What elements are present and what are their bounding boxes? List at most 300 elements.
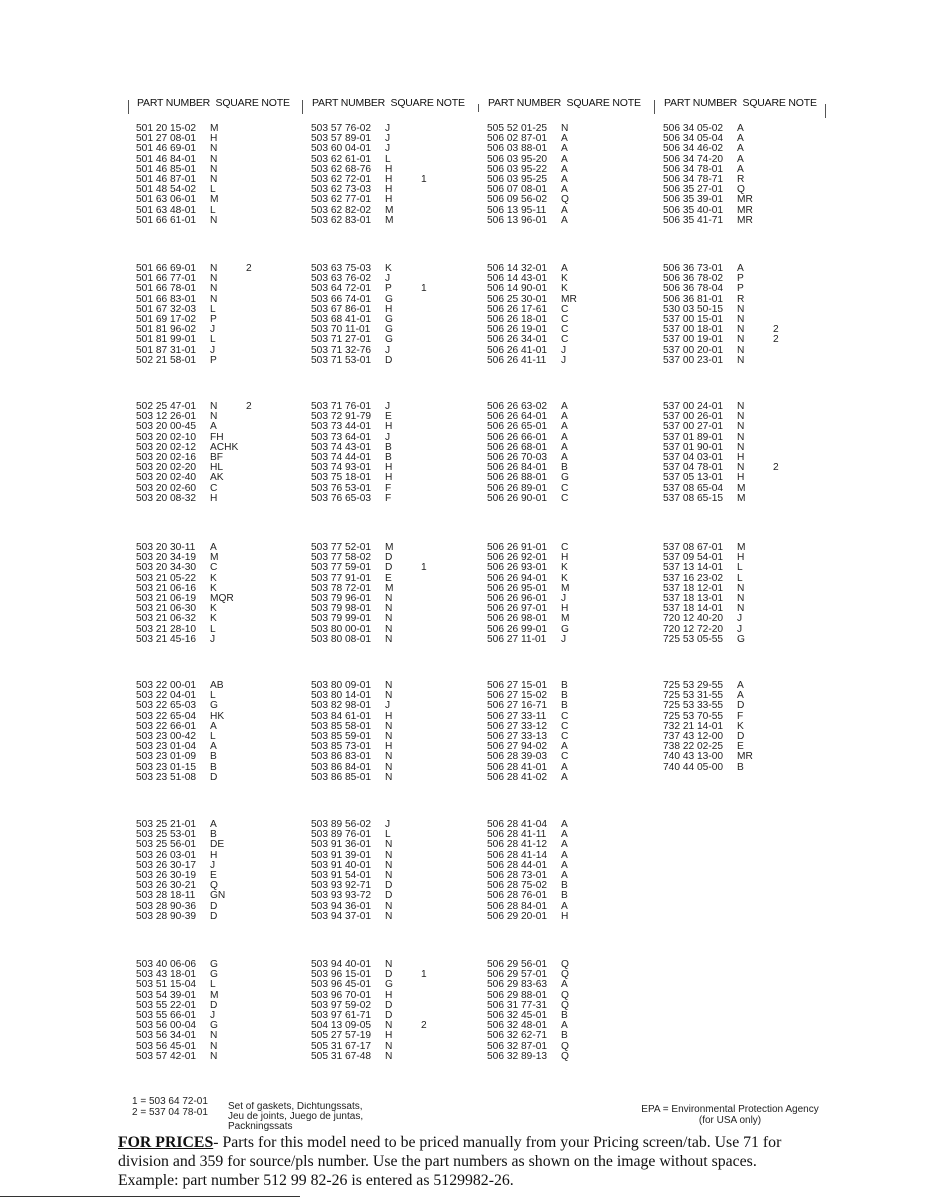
square-cell: D bbox=[385, 880, 393, 892]
square-cell: A bbox=[561, 849, 568, 861]
part-number-cell: 506 32 48-01 bbox=[487, 1020, 548, 1032]
note-cell bbox=[246, 315, 260, 325]
square-cell: N bbox=[385, 771, 393, 783]
part-number-cell: 501 63 06-01 bbox=[136, 194, 197, 206]
part-number-cell: 506 07 08-01 bbox=[487, 184, 548, 196]
square-cell: N bbox=[737, 401, 745, 412]
note-cell bbox=[421, 604, 435, 614]
square-cell: H bbox=[561, 552, 569, 564]
part-number-cell: 503 71 27-01 bbox=[311, 334, 372, 346]
square-cell: A bbox=[210, 542, 217, 553]
part-number-cell: 503 94 37-01 bbox=[311, 910, 372, 922]
header-square: SQUARE bbox=[390, 97, 434, 109]
part-number-cell: 725 53 33-55 bbox=[663, 700, 724, 712]
part-number-cell: 503 23 01-09 bbox=[136, 751, 197, 763]
square-cell: K bbox=[210, 613, 217, 625]
header-note: NOTE bbox=[261, 97, 290, 109]
parts-group bbox=[663, 543, 787, 645]
note-cell bbox=[421, 335, 435, 345]
square-cell: H bbox=[385, 163, 393, 175]
note-cell bbox=[773, 712, 787, 722]
note-cell bbox=[773, 722, 787, 732]
part-number-cell: 503 77 52-01 bbox=[311, 542, 372, 553]
part-number-cell: 506 14 32-01 bbox=[487, 263, 548, 274]
square-cell: Q bbox=[561, 969, 569, 981]
square-cell: N bbox=[385, 839, 393, 851]
table-row bbox=[311, 635, 435, 645]
note-cell bbox=[246, 604, 260, 614]
part-number-cell: 506 35 39-01 bbox=[663, 194, 724, 206]
square-cell: L bbox=[210, 730, 216, 742]
square-cell: K bbox=[561, 572, 568, 584]
square-cell: G bbox=[385, 334, 393, 346]
header-square: SQUARE bbox=[215, 97, 259, 109]
square-cell: A bbox=[737, 123, 744, 134]
divider-line bbox=[478, 104, 479, 112]
part-number-cell: 503 96 70-01 bbox=[311, 989, 372, 1001]
part-number-cell: 503 21 06-19 bbox=[136, 592, 197, 604]
note-cell bbox=[773, 494, 787, 504]
square-cell: N bbox=[210, 263, 218, 274]
table-row bbox=[136, 752, 260, 762]
square-cell: N bbox=[385, 613, 393, 625]
footnote-desc-3: Packningssats bbox=[228, 1121, 293, 1132]
part-number-cell: 506 34 46-02 bbox=[663, 143, 724, 155]
part-number-cell: 503 55 66-01 bbox=[136, 1009, 197, 1021]
part-number-cell: 506 28 41-04 bbox=[487, 819, 548, 830]
square-cell: D bbox=[737, 730, 745, 742]
note-cell bbox=[246, 553, 260, 563]
header-part-number: PART NUMBER bbox=[488, 97, 562, 109]
note-cell bbox=[421, 473, 435, 483]
note-cell bbox=[246, 346, 260, 356]
square-cell: G bbox=[210, 1020, 218, 1032]
part-number-cell: 506 36 81-01 bbox=[663, 293, 724, 305]
square-cell: J bbox=[385, 819, 391, 830]
note-cell bbox=[421, 830, 435, 840]
square-cell: H bbox=[561, 910, 569, 922]
note-cell bbox=[421, 891, 435, 901]
part-number-cell: 506 36 78-02 bbox=[663, 273, 724, 285]
part-number-cell: 537 00 27-01 bbox=[663, 421, 724, 433]
note-cell bbox=[421, 712, 435, 722]
part-number-cell: 503 85 59-01 bbox=[311, 730, 372, 742]
part-number-cell: 503 23 01-04 bbox=[136, 741, 197, 753]
note-cell: 2 bbox=[773, 324, 779, 336]
part-number-cell: 501 69 17-02 bbox=[136, 313, 197, 325]
parts-group bbox=[136, 960, 260, 1062]
note-cell bbox=[597, 264, 611, 274]
part-number-cell: 503 56 00-04 bbox=[136, 1020, 197, 1032]
note-cell bbox=[597, 1031, 611, 1041]
note-cell bbox=[773, 543, 787, 553]
square-cell: M bbox=[385, 582, 394, 594]
parts-group bbox=[487, 402, 611, 504]
note-cell bbox=[773, 124, 787, 134]
part-number-cell: 501 46 84-01 bbox=[136, 153, 197, 165]
square-cell: N bbox=[385, 633, 393, 645]
note-cell bbox=[773, 412, 787, 422]
part-number-cell: 720 12 72-20 bbox=[663, 623, 724, 635]
parts-group bbox=[136, 543, 260, 645]
table-row bbox=[136, 891, 260, 901]
note-cell bbox=[246, 543, 260, 553]
note-cell bbox=[597, 970, 611, 980]
square-cell: A bbox=[561, 859, 568, 871]
part-number-cell: 537 18 14-01 bbox=[663, 603, 724, 615]
part-number-cell: 503 78 72-01 bbox=[311, 582, 372, 594]
part-number-cell: 503 91 39-01 bbox=[311, 849, 372, 861]
note-cell bbox=[597, 175, 611, 185]
square-cell: N bbox=[210, 1050, 218, 1062]
note-cell bbox=[421, 453, 435, 463]
note-cell bbox=[246, 891, 260, 901]
table-row bbox=[663, 752, 787, 762]
square-cell: M bbox=[737, 492, 746, 504]
square-cell: N bbox=[737, 592, 745, 604]
part-number-cell: 503 25 53-01 bbox=[136, 829, 197, 841]
square-cell: C bbox=[561, 313, 569, 325]
part-number-cell: 506 34 05-02 bbox=[663, 123, 724, 134]
part-number-cell: 501 66 83-01 bbox=[136, 293, 197, 305]
part-number-cell: 505 31 67-48 bbox=[311, 1050, 372, 1062]
square-cell: N bbox=[385, 859, 393, 871]
note-cell bbox=[246, 206, 260, 216]
square-cell: H bbox=[737, 552, 745, 564]
note-cell bbox=[597, 553, 611, 563]
square-cell: A bbox=[561, 173, 568, 185]
square-cell: N bbox=[737, 354, 745, 366]
square-cell: M bbox=[561, 613, 570, 625]
square-cell: N bbox=[385, 1020, 393, 1032]
square-cell: J bbox=[210, 344, 216, 356]
square-cell: K bbox=[210, 603, 217, 615]
note-cell bbox=[421, 402, 435, 412]
note-cell bbox=[246, 165, 260, 175]
note-cell bbox=[421, 584, 435, 594]
note-cell bbox=[597, 325, 611, 335]
part-number-cell: 537 05 13-01 bbox=[663, 472, 724, 484]
note-cell bbox=[246, 563, 260, 573]
note-cell bbox=[246, 742, 260, 752]
square-cell: K bbox=[210, 582, 217, 594]
square-cell: N bbox=[210, 411, 218, 423]
part-number-cell: 503 91 36-01 bbox=[311, 839, 372, 851]
table-row bbox=[663, 635, 787, 645]
part-number-cell: 506 26 17-61 bbox=[487, 303, 548, 315]
part-number-cell: 506 29 83-63 bbox=[487, 979, 548, 991]
note-cell bbox=[246, 881, 260, 891]
footnote-desc-1: Set of gaskets, Dichtungssats, bbox=[228, 1102, 363, 1112]
square-cell: B bbox=[561, 1030, 568, 1042]
square-cell: A bbox=[561, 451, 568, 463]
note-cell bbox=[421, 773, 435, 783]
square-cell: N bbox=[737, 462, 745, 474]
note-cell bbox=[773, 635, 787, 645]
part-number-cell: 503 79 98-01 bbox=[311, 603, 372, 615]
note-cell bbox=[246, 594, 260, 604]
square-cell: N bbox=[385, 603, 393, 615]
note-cell bbox=[597, 763, 611, 773]
part-number-cell: 503 66 74-01 bbox=[311, 293, 372, 305]
square-cell: A bbox=[561, 411, 568, 423]
square-cell: H bbox=[737, 451, 745, 463]
pricing-label: FOR PRICES bbox=[118, 1134, 214, 1151]
note-cell bbox=[597, 134, 611, 144]
part-number-cell: 503 20 30-11 bbox=[136, 542, 196, 553]
part-number-cell: 506 32 89-13 bbox=[487, 1050, 548, 1062]
square-cell: C bbox=[561, 710, 569, 722]
part-number-cell: 503 57 42-01 bbox=[136, 1050, 197, 1062]
note-cell bbox=[773, 422, 787, 432]
column-header-2 bbox=[312, 97, 465, 117]
note-cell bbox=[246, 295, 260, 305]
part-number-cell: 503 71 76-01 bbox=[311, 401, 372, 412]
table-row bbox=[311, 216, 435, 226]
part-number-cell: 537 08 65-04 bbox=[663, 482, 724, 494]
square-cell: N bbox=[737, 431, 745, 443]
note-cell bbox=[773, 144, 787, 154]
square-cell: E bbox=[210, 869, 217, 881]
note-cell bbox=[246, 1011, 260, 1021]
part-number-cell: 506 27 15-01 bbox=[487, 680, 548, 691]
part-number-cell: 506 26 70-03 bbox=[487, 451, 548, 463]
square-cell: F bbox=[385, 482, 392, 494]
part-number-cell: 506 26 66-01 bbox=[487, 431, 548, 443]
note-cell bbox=[421, 912, 435, 922]
square-cell: J bbox=[385, 273, 391, 285]
note-cell bbox=[597, 494, 611, 504]
part-number-cell: 501 66 78-01 bbox=[136, 283, 197, 295]
note-cell bbox=[421, 840, 435, 850]
square-cell: A bbox=[561, 431, 568, 443]
square-cell: J bbox=[385, 401, 391, 412]
note-cell bbox=[597, 144, 611, 154]
epa-note bbox=[640, 1104, 820, 1126]
note-cell bbox=[597, 830, 611, 840]
parts-group bbox=[311, 264, 435, 366]
part-number-cell: 506 26 68-01 bbox=[487, 441, 548, 453]
note-cell bbox=[773, 574, 787, 584]
note-cell bbox=[773, 473, 787, 483]
note-cell bbox=[773, 155, 787, 165]
note-cell bbox=[773, 402, 787, 412]
square-cell: GN bbox=[210, 890, 226, 902]
square-cell: B bbox=[561, 700, 568, 712]
note-cell bbox=[246, 584, 260, 594]
part-number-cell: 503 91 40-01 bbox=[311, 859, 372, 871]
parts-group bbox=[487, 681, 611, 783]
square-cell: A bbox=[561, 441, 568, 453]
note-cell bbox=[597, 891, 611, 901]
square-cell: G bbox=[561, 623, 569, 635]
part-number-cell: 503 57 76-02 bbox=[311, 123, 372, 134]
part-number-cell: 506 28 41-01 bbox=[487, 761, 548, 773]
square-cell: H bbox=[385, 1030, 393, 1042]
part-number-cell: 537 18 13-01 bbox=[663, 592, 724, 604]
square-cell: P bbox=[210, 354, 217, 366]
part-number-cell: 501 66 77-01 bbox=[136, 273, 197, 285]
table-row bbox=[136, 773, 260, 783]
part-number-cell: 503 60 04-01 bbox=[311, 143, 372, 155]
square-cell: C bbox=[561, 303, 569, 315]
part-number-cell: 506 28 44-01 bbox=[487, 859, 548, 871]
note-cell bbox=[246, 284, 260, 294]
part-number-cell: 503 94 40-01 bbox=[311, 959, 372, 970]
square-cell: MR bbox=[561, 293, 577, 305]
square-cell: L bbox=[737, 562, 743, 574]
note-cell bbox=[773, 625, 787, 635]
note-cell bbox=[597, 625, 611, 635]
part-number-cell: 503 86 84-01 bbox=[311, 761, 372, 773]
square-cell: H bbox=[385, 989, 393, 1001]
note-cell bbox=[421, 325, 435, 335]
square-cell: MR bbox=[737, 214, 753, 226]
part-number-cell: 506 27 94-02 bbox=[487, 741, 548, 753]
square-cell: G bbox=[210, 969, 218, 981]
part-number-cell: 503 20 02-60 bbox=[136, 482, 197, 494]
square-cell: A bbox=[561, 163, 568, 175]
square-cell: B bbox=[210, 829, 217, 841]
square-cell: AK bbox=[210, 472, 224, 484]
note-cell bbox=[597, 820, 611, 830]
part-number-cell: 506 28 73-01 bbox=[487, 869, 548, 881]
table-row bbox=[136, 356, 260, 366]
note-cell bbox=[597, 681, 611, 691]
part-number-cell: 503 51 15-04 bbox=[136, 979, 197, 991]
note-cell bbox=[597, 732, 611, 742]
bottom-rule bbox=[0, 1196, 300, 1197]
square-cell: N bbox=[561, 123, 569, 134]
square-cell: ACHK bbox=[210, 441, 239, 453]
square-cell: C bbox=[561, 324, 569, 336]
note-cell bbox=[597, 980, 611, 990]
divider-line bbox=[128, 100, 129, 114]
part-number-cell: 506 28 41-12 bbox=[487, 839, 548, 851]
divider-line bbox=[825, 104, 826, 118]
note-cell bbox=[597, 912, 611, 922]
note-cell bbox=[421, 422, 435, 432]
part-number-cell: 503 67 86-01 bbox=[311, 303, 372, 315]
table-row bbox=[487, 216, 611, 226]
part-number-cell: 503 20 08-32 bbox=[136, 492, 197, 504]
note-cell bbox=[597, 861, 611, 871]
part-number-cell: 503 94 36-01 bbox=[311, 900, 372, 912]
note-cell bbox=[773, 185, 787, 195]
square-cell: K bbox=[385, 263, 392, 274]
square-cell: HK bbox=[210, 710, 225, 722]
square-cell: Q bbox=[561, 1050, 569, 1062]
square-cell: A bbox=[210, 819, 217, 830]
parts-group bbox=[663, 402, 787, 504]
square-cell: H bbox=[210, 849, 218, 861]
note-cell bbox=[421, 346, 435, 356]
table-row bbox=[487, 635, 611, 645]
part-number-cell: 506 26 63-02 bbox=[487, 401, 548, 412]
square-cell: MR bbox=[737, 194, 753, 206]
square-cell: C bbox=[210, 562, 218, 574]
square-cell: J bbox=[561, 354, 567, 366]
part-number-cell: 506 26 94-01 bbox=[487, 572, 548, 584]
part-number-cell: 503 25 56-01 bbox=[136, 839, 197, 851]
note-cell bbox=[773, 681, 787, 691]
note-cell bbox=[597, 840, 611, 850]
part-number-cell: 503 72 91-79 bbox=[311, 411, 372, 423]
note-cell bbox=[773, 752, 787, 762]
square-cell: J bbox=[385, 123, 391, 134]
table-row bbox=[311, 1052, 435, 1062]
square-cell: N bbox=[385, 690, 393, 702]
part-number-cell: 503 76 53-01 bbox=[311, 482, 372, 494]
part-number-cell: 503 40 06-06 bbox=[136, 959, 197, 970]
part-number-cell: 501 20 15-02 bbox=[136, 123, 197, 134]
part-number-cell: 503 26 30-17 bbox=[136, 859, 197, 871]
part-number-cell: 537 08 65-15 bbox=[663, 492, 724, 504]
square-cell: J bbox=[385, 700, 391, 712]
note-cell bbox=[597, 851, 611, 861]
note-cell bbox=[421, 124, 435, 134]
square-cell: N bbox=[210, 293, 218, 305]
part-number-cell: 725 53 70-55 bbox=[663, 710, 724, 722]
square-cell: C bbox=[561, 334, 569, 346]
note-cell bbox=[246, 732, 260, 742]
note-cell bbox=[421, 820, 435, 830]
note-cell bbox=[421, 216, 435, 226]
part-number-cell: 503 73 44-01 bbox=[311, 421, 372, 433]
part-number-cell: 503 20 34-30 bbox=[136, 562, 197, 574]
footnote-description bbox=[228, 1102, 363, 1132]
part-number-cell: 501 63 48-01 bbox=[136, 204, 197, 216]
part-number-cell: 506 27 11-01 bbox=[487, 633, 547, 645]
part-number-cell: 503 20 02-10 bbox=[136, 431, 197, 443]
square-cell: N bbox=[385, 959, 393, 970]
note-cell: 2 bbox=[246, 263, 252, 274]
part-number-cell: 506 31 77-31 bbox=[487, 999, 548, 1011]
square-cell: J bbox=[210, 859, 216, 871]
square-cell: G bbox=[385, 313, 393, 325]
part-number-cell: 503 22 66-01 bbox=[136, 720, 197, 732]
footnote-keys bbox=[132, 1096, 208, 1118]
table-row bbox=[663, 216, 787, 226]
note-cell bbox=[773, 195, 787, 205]
note-cell bbox=[597, 960, 611, 970]
square-cell: D bbox=[385, 552, 393, 564]
square-cell: K bbox=[561, 283, 568, 295]
note-cell bbox=[421, 861, 435, 871]
part-number-cell: 503 62 82-02 bbox=[311, 204, 372, 216]
note-cell bbox=[597, 422, 611, 432]
square-cell: A bbox=[561, 214, 568, 226]
square-cell: N bbox=[737, 441, 745, 453]
note-cell: 2 bbox=[421, 1020, 427, 1032]
square-cell: M bbox=[210, 989, 219, 1001]
note-cell bbox=[246, 195, 260, 205]
square-cell: J bbox=[385, 344, 391, 356]
square-cell: N bbox=[737, 421, 745, 433]
note-cell bbox=[421, 574, 435, 584]
part-number-cell: 503 71 53-01 bbox=[311, 354, 372, 366]
square-cell: N bbox=[737, 582, 745, 594]
part-number-cell: 503 82 98-01 bbox=[311, 700, 372, 712]
note-cell bbox=[597, 742, 611, 752]
note-cell: 2 bbox=[773, 334, 779, 346]
part-number-cell: 503 91 54-01 bbox=[311, 869, 372, 881]
part-number-cell: 506 32 62-71 bbox=[487, 1030, 548, 1042]
part-number-cell: 506 26 92-01 bbox=[487, 552, 548, 564]
divider-line bbox=[654, 100, 655, 114]
square-cell: A bbox=[561, 1020, 568, 1032]
square-cell: L bbox=[385, 829, 391, 841]
